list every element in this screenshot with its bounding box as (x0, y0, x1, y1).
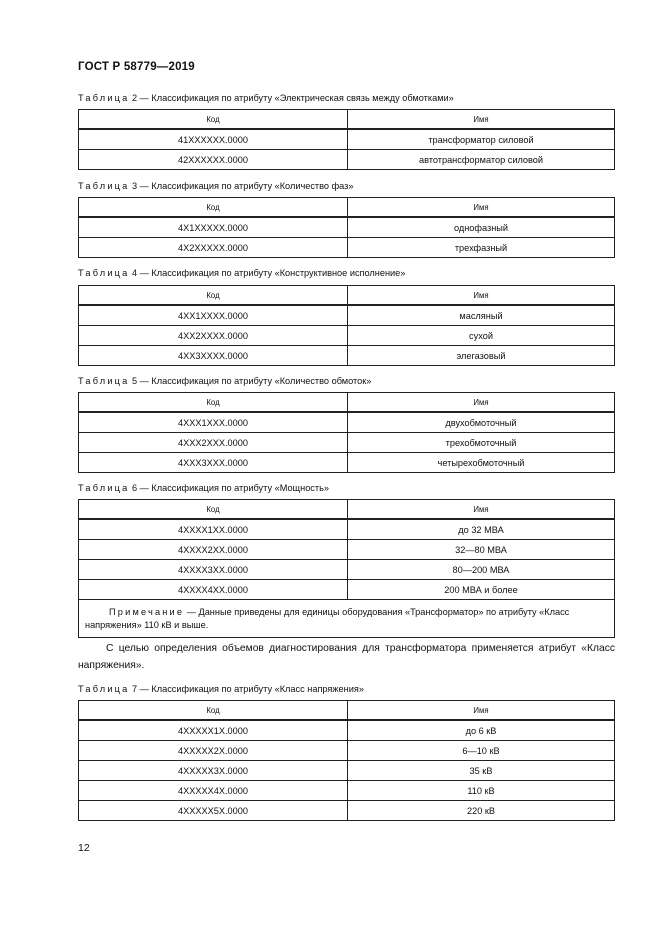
page-header-title: ГОСТ Р 58779—2019 (78, 61, 195, 73)
code-cell: 4XXX2XXX.0000 (79, 433, 348, 453)
note-text: — Данные приведены для единицы оборудования «Трансформатор» по атрибуту «Класс напряжения» 110 кВ и выше. (85, 606, 570, 630)
name-cell: 80—200 МВА (348, 560, 615, 580)
col-header-code: Код (79, 701, 348, 721)
table-2 (78, 109, 615, 170)
table-row (79, 801, 615, 821)
caption-text: 7 — Классификация по атрибуту «Класс напряжения» (129, 684, 364, 694)
name-cell: трансформатор силовой (348, 129, 615, 150)
name-cell: до 6 кВ (348, 720, 615, 741)
table-row (79, 540, 615, 560)
col-header-name: Имя (348, 286, 615, 306)
caption-text: 2 — Классификация по атрибуту «Электрическая связь между обмотками» (129, 93, 454, 103)
code-cell: 42XXXXXX.0000 (79, 150, 348, 170)
col-header-code: Код (79, 198, 348, 218)
name-cell: однофазный (348, 217, 615, 238)
table-row (79, 217, 615, 238)
name-cell: 110 кВ (348, 781, 615, 801)
code-cell: 4XXXX4XX.0000 (79, 580, 348, 600)
note-label: Примечание (109, 606, 185, 617)
code-cell: 4XXXX2XX.0000 (79, 540, 348, 560)
table-5-caption (78, 376, 371, 386)
table-row (79, 346, 615, 366)
table-3 (78, 197, 615, 258)
table-row (79, 150, 615, 170)
name-cell: 35 кВ (348, 761, 615, 781)
table-3-caption (78, 181, 353, 191)
name-cell: 6—10 кВ (348, 741, 615, 761)
table-label: Таблица (78, 268, 130, 278)
code-cell: 4XXX3XXX.0000 (79, 453, 348, 473)
col-header-name: Имя (348, 198, 615, 218)
code-cell: 4XX3XXXX.0000 (79, 346, 348, 366)
table-label: Таблица (78, 181, 130, 191)
name-cell: до 32 МВА (348, 519, 615, 540)
table-row (79, 129, 615, 150)
code-cell: 41XXXXXX.0000 (79, 129, 348, 150)
name-cell: масляный (348, 305, 615, 326)
table-5 (78, 392, 615, 473)
name-cell: трехфазный (348, 238, 615, 258)
code-cell: 4XXXXX5X.0000 (79, 801, 348, 821)
table-row (79, 326, 615, 346)
code-cell: 4XXXXX2X.0000 (79, 741, 348, 761)
caption-text: 6 — Классификация по атрибуту «Мощность» (129, 483, 330, 493)
table-row (79, 453, 615, 473)
name-cell: элегазовый (348, 346, 615, 366)
col-header-name: Имя (348, 701, 615, 721)
table-4 (78, 285, 615, 366)
table-header-row (79, 500, 615, 520)
caption-text: 3 — Классификация по атрибуту «Количество фаз» (129, 181, 354, 191)
name-cell: сухой (348, 326, 615, 346)
col-header-code: Код (79, 393, 348, 413)
table-label: Таблица (78, 93, 130, 103)
table-row (79, 305, 615, 326)
table-header-row (79, 110, 615, 130)
code-cell: 4X1XXXXX.0000 (79, 217, 348, 238)
table-note (79, 600, 615, 638)
table-7 (78, 700, 615, 821)
code-cell: 4X2XXXXX.0000 (79, 238, 348, 258)
body-paragraph: С целью определения объемов диагностирования для трансформатора применяется атрибут «Класс напряжения». (78, 643, 615, 671)
name-cell: двухобмоточный (348, 412, 615, 433)
table-6 (78, 499, 615, 638)
name-cell: четырехобмоточный (348, 453, 615, 473)
code-cell: 4XX1XXXX.0000 (79, 305, 348, 326)
table-row (79, 560, 615, 580)
table-row (79, 519, 615, 540)
table-header-row (79, 701, 615, 721)
table-row (79, 741, 615, 761)
col-header-name: Имя (348, 393, 615, 413)
code-cell: 4XXXX3XX.0000 (79, 560, 348, 580)
name-cell: 220 кВ (348, 801, 615, 821)
table-row (79, 720, 615, 741)
table-row (79, 412, 615, 433)
table-header-row (79, 198, 615, 218)
table-row (79, 781, 615, 801)
name-cell: 200 МВА и более (348, 580, 615, 600)
code-cell: 4XXXXX1X.0000 (79, 720, 348, 741)
page-number: 12 (78, 842, 90, 854)
table-4-caption (78, 268, 405, 278)
caption-text: 5 — Классификация по атрибуту «Количество обмоток» (129, 376, 372, 386)
table-header-row (79, 286, 615, 306)
code-cell: 4XX2XXXX.0000 (79, 326, 348, 346)
table-row (79, 761, 615, 781)
table-row (79, 433, 615, 453)
col-header-name: Имя (348, 500, 615, 520)
col-header-name: Имя (348, 110, 615, 130)
table-header-row (79, 393, 615, 413)
code-cell: 4XXXX1XX.0000 (79, 519, 348, 540)
table-7-caption (78, 684, 364, 694)
caption-text: 4 — Классификация по атрибуту «Конструктивное исполнение» (129, 268, 406, 278)
name-cell: автотрансформатор силовой (348, 150, 615, 170)
table-row (79, 238, 615, 258)
name-cell: 32—80 МВА (348, 540, 615, 560)
table-label: Таблица (78, 684, 130, 694)
col-header-code: Код (79, 110, 348, 130)
code-cell: 4XXXXX3X.0000 (79, 761, 348, 781)
code-cell: 4XXX1XXX.0000 (79, 412, 348, 433)
table-6-caption (78, 483, 329, 493)
col-header-code: Код (79, 286, 348, 306)
col-header-code: Код (79, 500, 348, 520)
table-2-caption (78, 93, 454, 103)
table-label: Таблица (78, 376, 130, 386)
code-cell: 4XXXXX4X.0000 (79, 781, 348, 801)
table-row (79, 580, 615, 600)
table-label: Таблица (78, 483, 130, 493)
name-cell: трехобмоточный (348, 433, 615, 453)
table-note-row (79, 600, 615, 638)
